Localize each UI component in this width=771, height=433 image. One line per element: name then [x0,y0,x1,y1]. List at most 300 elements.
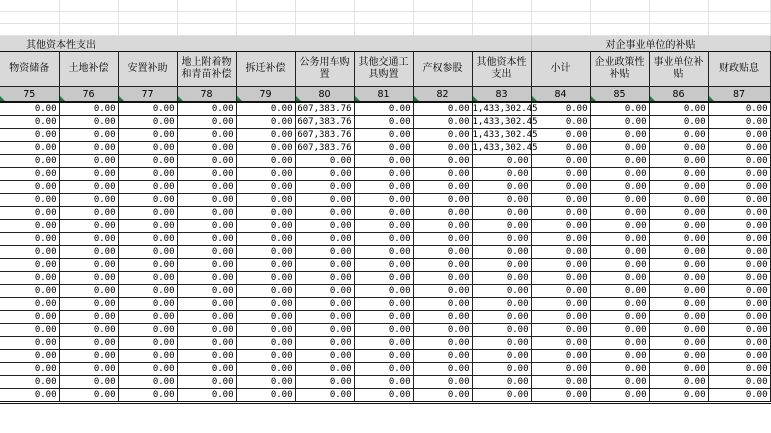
table-cell[interactable]: 0.00 [531,220,590,233]
table-cell[interactable]: 0.00 [649,102,708,116]
table-cell[interactable]: 0.00 [236,129,295,142]
table-cell[interactable]: 0.00 [0,155,59,168]
table-cell[interactable]: 0.00 [472,311,531,324]
table-cell[interactable]: 0.00 [59,168,118,181]
column-header[interactable]: 地上附着物和青苗补偿 [177,52,236,87]
table-cell[interactable]: 0.00 [59,376,118,389]
table-cell[interactable]: 0.00 [413,272,472,285]
table-cell[interactable]: 0.00 [590,207,649,220]
table-cell[interactable]: 0.00 [236,363,295,376]
table-cell[interactable]: 0.00 [59,324,118,337]
table-cell[interactable]: 0.00 [0,376,59,389]
table-cell[interactable]: 0.00 [472,350,531,363]
table-cell[interactable]: 0.00 [413,181,472,194]
table-cell[interactable]: 0.00 [59,220,118,233]
column-header[interactable]: 安置补助 [118,52,177,87]
table-cell[interactable]: 0.00 [531,376,590,389]
table-cell[interactable]: 0.00 [354,129,413,142]
table-cell[interactable]: 0.00 [590,324,649,337]
table-cell[interactable]: 0.00 [118,285,177,298]
table-cell[interactable]: 0.00 [649,311,708,324]
table-cell[interactable]: 0.00 [118,129,177,142]
table-cell[interactable]: 0.00 [295,272,354,285]
table-cell[interactable]: 0.00 [59,272,118,285]
table-cell[interactable]: 607,383.76 [295,102,354,116]
table-cell[interactable]: 0.00 [177,181,236,194]
table-cell[interactable]: 0.00 [177,376,236,389]
column-header[interactable]: 土地补偿 [59,52,118,87]
table-cell[interactable]: 0.00 [354,376,413,389]
table-cell[interactable]: 0.00 [649,116,708,129]
table-cell[interactable]: 0.00 [295,311,354,324]
table-cell[interactable]: 0.00 [413,233,472,246]
table-cell[interactable]: 0.00 [590,181,649,194]
table-cell[interactable]: 0.00 [354,285,413,298]
table-cell[interactable]: 0.00 [177,220,236,233]
table-cell[interactable]: 0.00 [531,272,590,285]
table-cell[interactable]: 0.00 [118,102,177,116]
column-number-cell[interactable] [295,87,354,103]
table-cell[interactable]: 0.00 [118,207,177,220]
table-cell[interactable]: 0.00 [354,194,413,207]
table-cell[interactable]: 0.00 [177,168,236,181]
table-cell[interactable]: 0.00 [236,324,295,337]
table-cell[interactable]: 0.00 [354,181,413,194]
column-header[interactable]: 事业单位补贴 [649,52,708,87]
table-cell[interactable]: 0.00 [590,350,649,363]
table-cell[interactable]: 0.00 [177,363,236,376]
table-cell[interactable]: 0.00 [413,142,472,155]
table-cell[interactable]: 0.00 [472,168,531,181]
table-cell[interactable]: 0.00 [177,337,236,350]
table-cell[interactable]: 0.00 [118,116,177,129]
table-cell[interactable]: 0.00 [531,246,590,259]
table-cell[interactable]: 0.00 [708,285,770,298]
table-cell[interactable]: 0.00 [708,337,770,350]
column-number-cell[interactable] [708,87,770,103]
table-cell[interactable]: 0.00 [649,142,708,155]
table-cell[interactable]: 0.00 [649,155,708,168]
table-cell[interactable]: 0.00 [295,207,354,220]
table-cell[interactable]: 0.00 [649,272,708,285]
table-cell[interactable]: 0.00 [295,298,354,311]
column-number-cell[interactable] [118,87,177,103]
table-cell[interactable]: 0.00 [708,246,770,259]
table-cell[interactable]: 0.00 [118,168,177,181]
table-cell[interactable]: 0.00 [472,259,531,272]
table-cell[interactable]: 0.00 [118,363,177,376]
table-cell[interactable]: 0.00 [531,168,590,181]
table-cell[interactable]: 0.00 [59,181,118,194]
table-cell[interactable]: 0.00 [649,324,708,337]
table-cell[interactable]: 0.00 [295,337,354,350]
table-cell[interactable]: 0.00 [649,220,708,233]
table-cell[interactable]: 0.00 [590,142,649,155]
table-cell[interactable]: 0.00 [649,129,708,142]
table-cell[interactable]: 0.00 [649,194,708,207]
column-header[interactable]: 其他交通工具购置 [354,52,413,87]
table-cell[interactable]: 0.00 [590,298,649,311]
table-cell[interactable]: 0.00 [118,376,177,389]
table-cell[interactable]: 0.00 [354,311,413,324]
table-cell[interactable]: 0.00 [59,350,118,363]
table-cell[interactable]: 0.00 [531,259,590,272]
table-cell[interactable]: 0.00 [472,155,531,168]
table-cell[interactable]: 0.00 [413,155,472,168]
table-cell[interactable]: 0.00 [413,129,472,142]
table-cell[interactable]: 0.00 [295,259,354,272]
table-cell[interactable]: 0.00 [59,129,118,142]
table-cell[interactable]: 0.00 [472,389,531,403]
table-cell[interactable]: 0.00 [531,116,590,129]
table-cell[interactable]: 0.00 [0,194,59,207]
table-cell[interactable]: 0.00 [531,142,590,155]
table-cell[interactable]: 0.00 [413,324,472,337]
group-label-subsidies[interactable]: 对企事业单位的补贴 [531,36,770,52]
table-cell[interactable]: 0.00 [236,233,295,246]
table-cell[interactable]: 0.00 [177,259,236,272]
table-cell[interactable]: 0.00 [708,363,770,376]
table-cell[interactable]: 0.00 [118,298,177,311]
table-cell[interactable]: 0.00 [472,207,531,220]
table-cell[interactable]: 0.00 [649,207,708,220]
table-cell[interactable]: 0.00 [531,311,590,324]
table-cell[interactable]: 0.00 [177,350,236,363]
table-cell[interactable]: 0.00 [236,194,295,207]
column-header[interactable]: 财政贴息 [708,52,770,87]
table-cell[interactable]: 0.00 [708,311,770,324]
table-cell[interactable]: 0.00 [708,142,770,155]
table-cell[interactable]: 0.00 [0,142,59,155]
table-cell[interactable]: 0.00 [472,194,531,207]
column-header[interactable]: 其他资本性支出 [472,52,531,87]
table-cell[interactable]: 0.00 [236,350,295,363]
table-cell[interactable]: 0.00 [0,285,59,298]
table-cell[interactable]: 0.00 [354,350,413,363]
table-cell[interactable]: 0.00 [118,311,177,324]
table-cell[interactable]: 0.00 [354,155,413,168]
table-cell[interactable]: 0.00 [649,285,708,298]
table-cell[interactable]: 0.00 [0,102,59,116]
table-cell[interactable]: 0.00 [0,168,59,181]
table-cell[interactable]: 0.00 [236,220,295,233]
table-cell[interactable]: 0.00 [708,168,770,181]
table-cell[interactable]: 0.00 [708,220,770,233]
table-cell[interactable]: 0.00 [708,259,770,272]
table-cell[interactable]: 0.00 [708,129,770,142]
table-cell[interactable]: 0.00 [590,129,649,142]
table-cell[interactable]: 0.00 [236,389,295,403]
table-cell[interactable]: 0.00 [118,324,177,337]
table-cell[interactable]: 0.00 [236,181,295,194]
table-cell[interactable]: 0.00 [354,259,413,272]
table-cell[interactable]: 0.00 [177,246,236,259]
table-cell[interactable]: 0.00 [708,207,770,220]
table-cell[interactable]: 0.00 [177,155,236,168]
table-cell[interactable]: 0.00 [0,298,59,311]
table-cell[interactable]: 0.00 [177,298,236,311]
table-cell[interactable]: 0.00 [118,233,177,246]
table-cell[interactable]: 0.00 [177,142,236,155]
table-cell[interactable]: 0.00 [649,337,708,350]
table-cell[interactable]: 0.00 [531,207,590,220]
table-cell[interactable]: 0.00 [708,389,770,403]
table-cell[interactable]: 0.00 [354,168,413,181]
table-cell[interactable]: 0.00 [590,233,649,246]
column-header[interactable]: 企业政策性补贴 [590,52,649,87]
table-cell[interactable]: 0.00 [59,311,118,324]
table-cell[interactable]: 0.00 [472,272,531,285]
table-cell[interactable]: 0.00 [590,155,649,168]
table-cell[interactable]: 0.00 [531,285,590,298]
table-cell[interactable]: 0.00 [354,102,413,116]
table-cell[interactable]: 0.00 [531,102,590,116]
table-cell[interactable]: 0.00 [295,155,354,168]
table-cell[interactable]: 0.00 [354,389,413,403]
table-cell[interactable]: 0.00 [59,155,118,168]
table-cell[interactable]: 0.00 [177,272,236,285]
table-cell[interactable]: 0.00 [472,363,531,376]
table-cell[interactable]: 0.00 [236,116,295,129]
table-cell[interactable]: 0.00 [295,363,354,376]
table-cell[interactable]: 0.00 [0,246,59,259]
table-cell[interactable]: 0.00 [59,363,118,376]
table-cell[interactable]: 0.00 [531,324,590,337]
table-cell[interactable]: 0.00 [0,311,59,324]
table-cell[interactable]: 0.00 [472,246,531,259]
table-cell[interactable]: 0.00 [118,259,177,272]
column-number-cell[interactable] [472,87,531,103]
table-cell[interactable]: 0.00 [295,194,354,207]
table-cell[interactable]: 0.00 [0,116,59,129]
table-cell[interactable]: 0.00 [708,116,770,129]
table-cell[interactable]: 0.00 [59,298,118,311]
table-cell[interactable]: 0.00 [531,298,590,311]
table-cell[interactable]: 0.00 [236,259,295,272]
table-cell[interactable]: 0.00 [177,194,236,207]
table-cell[interactable]: 0.00 [413,259,472,272]
table-cell[interactable]: 0.00 [59,207,118,220]
table-cell[interactable]: 0.00 [354,272,413,285]
table-cell[interactable]: 0.00 [649,350,708,363]
table-cell[interactable]: 0.00 [118,246,177,259]
table-cell[interactable]: 0.00 [590,376,649,389]
table-cell[interactable]: 0.00 [118,350,177,363]
table-cell[interactable]: 0.00 [649,246,708,259]
table-cell[interactable]: 0.00 [649,168,708,181]
table-cell[interactable]: 0.00 [354,298,413,311]
table-cell[interactable]: 0.00 [590,259,649,272]
table-cell[interactable]: 0.00 [295,246,354,259]
table-cell[interactable]: 0.00 [649,389,708,403]
table-cell[interactable]: 0.00 [0,259,59,272]
table-cell[interactable]: 0.00 [472,285,531,298]
column-number-cell[interactable] [59,87,118,103]
table-cell[interactable]: 0.00 [354,233,413,246]
table-cell[interactable]: 0.00 [236,246,295,259]
table-cell[interactable]: 0.00 [472,337,531,350]
table-cell[interactable]: 0.00 [118,220,177,233]
table-cell[interactable]: 0.00 [590,311,649,324]
table-cell[interactable]: 0.00 [354,337,413,350]
table-cell[interactable]: 0.00 [295,324,354,337]
column-number-cell[interactable] [413,87,472,103]
table-cell[interactable]: 0.00 [472,181,531,194]
table-cell[interactable]: 0.00 [236,168,295,181]
table-cell[interactable]: 0.00 [590,272,649,285]
table-cell[interactable]: 0.00 [0,389,59,403]
table-cell[interactable]: 0.00 [0,363,59,376]
table-cell[interactable]: 0.00 [295,350,354,363]
table-cell[interactable]: 0.00 [590,389,649,403]
table-cell[interactable]: 0.00 [236,376,295,389]
table-cell[interactable]: 0.00 [708,233,770,246]
table-cell[interactable]: 0.00 [708,155,770,168]
table-cell[interactable]: 0.00 [236,311,295,324]
column-header[interactable]: 物资储备 [0,52,59,87]
table-cell[interactable]: 0.00 [354,220,413,233]
table-cell[interactable]: 0.00 [413,246,472,259]
column-number-cell[interactable] [531,87,590,103]
table-cell[interactable]: 0.00 [413,220,472,233]
table-cell[interactable]: 0.00 [413,389,472,403]
table-cell[interactable]: 0.00 [649,298,708,311]
table-cell[interactable]: 0.00 [413,285,472,298]
table-cell[interactable]: 0.00 [531,181,590,194]
table-cell[interactable]: 0.00 [531,350,590,363]
table-cell[interactable]: 0.00 [118,389,177,403]
table-cell[interactable]: 0.00 [590,116,649,129]
table-cell[interactable]: 0.00 [177,311,236,324]
table-cell[interactable]: 0.00 [0,324,59,337]
table-cell[interactable]: 0.00 [118,272,177,285]
table-cell[interactable]: 0.00 [295,168,354,181]
table-cell[interactable]: 0.00 [354,116,413,129]
table-cell[interactable]: 0.00 [708,350,770,363]
table-cell[interactable]: 0.00 [295,220,354,233]
table-cell[interactable]: 0.00 [472,376,531,389]
table-cell[interactable]: 0.00 [236,285,295,298]
table-cell[interactable]: 0.00 [295,181,354,194]
table-cell[interactable]: 0.00 [708,102,770,116]
table-cell[interactable]: 0.00 [472,220,531,233]
table-cell[interactable]: 0.00 [236,337,295,350]
table-cell[interactable]: 0.00 [413,102,472,116]
table-cell[interactable]: 0.00 [354,207,413,220]
table-cell[interactable]: 0.00 [354,142,413,155]
table-cell[interactable]: 0.00 [295,376,354,389]
table-cell[interactable]: 0.00 [531,155,590,168]
table-cell[interactable]: 0.00 [590,285,649,298]
table-cell[interactable]: 0.00 [354,246,413,259]
table-cell[interactable]: 0.00 [177,207,236,220]
column-number-cell[interactable] [0,87,59,103]
column-header[interactable]: 拆迁补偿 [236,52,295,87]
table-cell[interactable]: 0.00 [708,376,770,389]
table-cell[interactable]: 0.00 [590,168,649,181]
table-cell[interactable]: 0.00 [59,246,118,259]
table-cell[interactable]: 0.00 [413,194,472,207]
table-cell[interactable]: 0.00 [649,233,708,246]
table-cell[interactable]: 607,383.76 [295,129,354,142]
table-cell[interactable]: 0.00 [649,259,708,272]
table-cell[interactable]: 0.00 [0,207,59,220]
table-cell[interactable]: 0.00 [590,363,649,376]
table-cell[interactable]: 0.00 [177,116,236,129]
table-cell[interactable]: 0.00 [295,389,354,403]
table-cell[interactable]: 0.00 [118,181,177,194]
table-cell[interactable]: 0.00 [590,102,649,116]
table-cell[interactable]: 607,383.76 [295,142,354,155]
table-cell[interactable]: 0.00 [0,233,59,246]
table-cell[interactable]: 0.00 [708,298,770,311]
table-cell[interactable]: 0.00 [531,363,590,376]
table-cell[interactable]: 0.00 [118,142,177,155]
column-number-cell[interactable] [649,87,708,103]
table-cell[interactable]: 0.00 [177,233,236,246]
table-cell[interactable]: 0.00 [413,337,472,350]
table-cell[interactable]: 0.00 [531,233,590,246]
table-cell[interactable]: 0.00 [177,102,236,116]
table-cell[interactable]: 0.00 [295,285,354,298]
table-cell[interactable]: 0.00 [649,376,708,389]
table-cell[interactable]: 0.00 [59,337,118,350]
column-number-cell[interactable] [590,87,649,103]
table-cell[interactable]: 607,383.76 [295,116,354,129]
table-cell[interactable]: 0.00 [118,155,177,168]
column-header[interactable]: 小计 [531,52,590,87]
table-cell[interactable]: 0.00 [413,168,472,181]
table-cell[interactable]: 0.00 [59,389,118,403]
column-header[interactable]: 公务用车购置 [295,52,354,87]
table-cell[interactable]: 0.00 [531,194,590,207]
table-cell[interactable]: 0.00 [531,129,590,142]
table-cell[interactable]: 0.00 [0,220,59,233]
table-cell[interactable]: 0.00 [531,337,590,350]
column-number-cell[interactable] [177,87,236,103]
table-cell[interactable]: 0.00 [472,324,531,337]
table-cell[interactable]: 0.00 [649,181,708,194]
table-cell[interactable]: 0.00 [295,233,354,246]
table-cell[interactable]: 0.00 [177,324,236,337]
table-cell[interactable]: 0.00 [59,194,118,207]
table-cell[interactable]: 1,433,302.45 [472,143,538,153]
table-cell[interactable]: 0.00 [236,272,295,285]
table-cell[interactable]: 0.00 [0,337,59,350]
table-cell[interactable]: 0.00 [708,272,770,285]
table-cell[interactable]: 0.00 [413,350,472,363]
table-cell[interactable]: 0.00 [0,129,59,142]
table-cell[interactable]: 0.00 [59,233,118,246]
table-cell[interactable]: 0.00 [413,116,472,129]
table-cell[interactable]: 0.00 [649,363,708,376]
table-cell[interactable]: 0.00 [413,298,472,311]
table-cell[interactable]: 1,433,302.45 [472,117,538,127]
group-label-capital-expenditure[interactable]: 其他资本性支出 [0,36,531,52]
table-cell[interactable]: 0.00 [59,102,118,116]
column-number-cell[interactable] [354,87,413,103]
table-cell[interactable]: 0.00 [472,233,531,246]
table-cell[interactable]: 0.00 [59,142,118,155]
table-cell[interactable]: 0.00 [590,194,649,207]
table-cell[interactable]: 0.00 [236,155,295,168]
table-cell[interactable]: 0.00 [413,363,472,376]
table-cell[interactable]: 0.00 [236,207,295,220]
table-cell[interactable]: 0.00 [590,337,649,350]
table-cell[interactable]: 0.00 [118,194,177,207]
table-cell[interactable]: 0.00 [236,142,295,155]
table-cell[interactable]: 0.00 [59,116,118,129]
